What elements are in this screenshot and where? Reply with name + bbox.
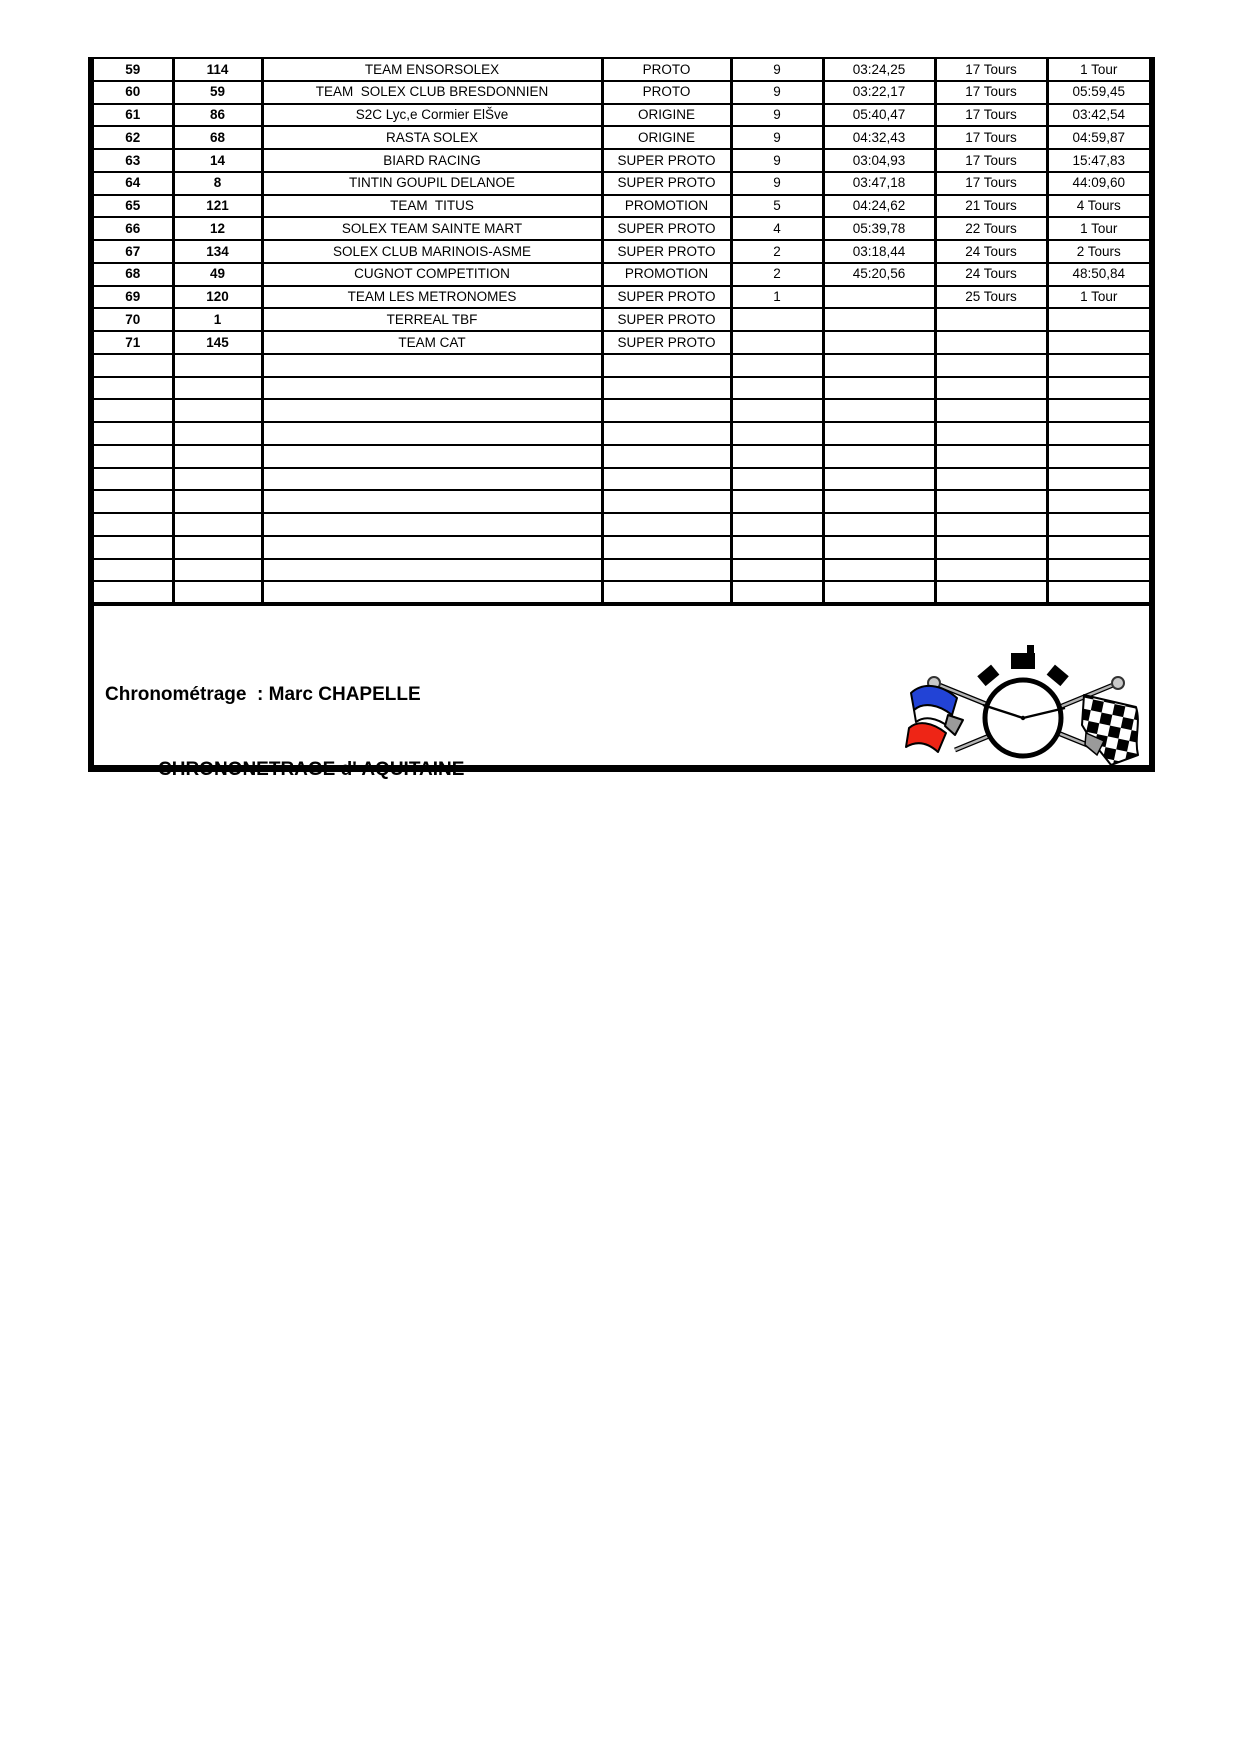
cell-position [94, 468, 173, 491]
table-row [94, 172, 1149, 195]
cell-time [823, 445, 935, 468]
cell-time [823, 308, 935, 331]
cell-number [173, 513, 262, 536]
table-row [94, 445, 1149, 468]
cell-number [173, 559, 262, 582]
cell-position [94, 422, 173, 445]
cell-gap: 1 Tour [1047, 58, 1149, 81]
cell-position: 66 [94, 217, 173, 240]
cell-gap [1047, 513, 1149, 536]
cell-team [262, 445, 602, 468]
cell-category: PROMOTION [602, 195, 731, 218]
cell-position: 67 [94, 240, 173, 263]
cell-time: 05:39,78 [823, 217, 935, 240]
table-row [94, 81, 1149, 104]
cell-team: SOLEX CLUB MARINOIS-ASME [262, 240, 602, 263]
table-row [94, 490, 1149, 513]
table-row [94, 559, 1149, 582]
cell-position: 62 [94, 126, 173, 149]
cell-time: 04:24,62 [823, 195, 935, 218]
table-row [94, 263, 1149, 286]
cell-gap: 2 Tours [1047, 240, 1149, 263]
cell-time: 04:32,43 [823, 126, 935, 149]
cell-number [173, 536, 262, 559]
cell-tours: 24 Tours [935, 263, 1047, 286]
cell-tours [935, 399, 1047, 422]
cell-position [94, 354, 173, 377]
cell-laps: 5 [731, 195, 823, 218]
cell-laps [731, 513, 823, 536]
cell-time: 45:20,56 [823, 263, 935, 286]
cell-laps [731, 445, 823, 468]
cell-team: TEAM TITUS [262, 195, 602, 218]
cell-category [602, 581, 731, 604]
cell-laps: 9 [731, 58, 823, 81]
cell-position [94, 377, 173, 400]
cell-tours [935, 308, 1047, 331]
table-row [94, 195, 1149, 218]
table-row [94, 126, 1149, 149]
cell-category [602, 399, 731, 422]
logo-white-background [1033, 651, 1140, 663]
cell-number: 1 [173, 308, 262, 331]
cell-tours: 17 Tours [935, 172, 1047, 195]
results-table [94, 57, 1149, 606]
table-row [94, 240, 1149, 263]
cell-category: SUPER PROTO [602, 217, 731, 240]
cell-position: 70 [94, 308, 173, 331]
table-row [94, 513, 1149, 536]
cell-tours: 21 Tours [935, 195, 1047, 218]
cell-team [262, 354, 602, 377]
table-row [94, 331, 1149, 354]
cell-tours [935, 354, 1047, 377]
cell-position: 59 [94, 58, 173, 81]
cell-category: SUPER PROTO [602, 286, 731, 309]
cell-position: 68 [94, 263, 173, 286]
cell-gap: 48:50,84 [1047, 263, 1149, 286]
cell-laps: 1 [731, 286, 823, 309]
cell-gap: 4 Tours [1047, 195, 1149, 218]
cell-team: TERREAL TBF [262, 308, 602, 331]
cell-laps [731, 559, 823, 582]
table-row [94, 217, 1149, 240]
cell-time: 03:04,93 [823, 149, 935, 172]
cell-tours [935, 445, 1047, 468]
cell-laps [731, 377, 823, 400]
cell-tours [935, 490, 1047, 513]
cell-category: PROMOTION [602, 263, 731, 286]
cell-position [94, 559, 173, 582]
cell-time [823, 354, 935, 377]
checkered-flag-icon [1082, 695, 1138, 765]
timekeeper-line: Chronométrage : Marc CHAPELLE [105, 684, 421, 705]
cell-gap [1047, 308, 1149, 331]
cell-category: SUPER PROTO [602, 149, 731, 172]
cell-gap [1047, 422, 1149, 445]
cell-category: SUPER PROTO [602, 172, 731, 195]
cell-laps: 4 [731, 217, 823, 240]
cell-gap: 05:59,45 [1047, 81, 1149, 104]
cell-gap [1047, 536, 1149, 559]
cell-category [602, 513, 731, 536]
cell-position [94, 445, 173, 468]
cell-team: S2C Lyc,e Cormier ElŠve [262, 104, 602, 127]
cell-number [173, 399, 262, 422]
cell-team: TEAM ENSORSOLEX [262, 58, 602, 81]
cell-laps [731, 490, 823, 513]
cell-category [602, 536, 731, 559]
cell-time [823, 536, 935, 559]
cell-number [173, 445, 262, 468]
cell-team [262, 581, 602, 604]
cell-position: 64 [94, 172, 173, 195]
cell-number [173, 468, 262, 491]
cell-number: 145 [173, 331, 262, 354]
cell-category: SUPER PROTO [602, 331, 731, 354]
table-row [94, 308, 1149, 331]
cell-number: 49 [173, 263, 262, 286]
cell-team [262, 468, 602, 491]
cell-team: TINTIN GOUPIL DELANOE [262, 172, 602, 195]
cell-category: PROTO [602, 58, 731, 81]
cell-laps: 9 [731, 104, 823, 127]
cell-position: 71 [94, 331, 173, 354]
cell-category: SUPER PROTO [602, 240, 731, 263]
cell-team: TEAM CAT [262, 331, 602, 354]
cell-number: 114 [173, 58, 262, 81]
cell-number: 86 [173, 104, 262, 127]
cell-number: 68 [173, 126, 262, 149]
cell-laps [731, 354, 823, 377]
cell-team [262, 559, 602, 582]
table-row [94, 422, 1149, 445]
table-row [94, 581, 1149, 604]
cell-number: 59 [173, 81, 262, 104]
table-row [94, 354, 1149, 377]
cell-position [94, 490, 173, 513]
cell-team: SOLEX TEAM SAINTE MART [262, 217, 602, 240]
cell-laps [731, 422, 823, 445]
cell-gap [1047, 581, 1149, 604]
table-row [94, 149, 1149, 172]
cell-laps [731, 536, 823, 559]
cell-gap [1047, 490, 1149, 513]
cell-tours: 25 Tours [935, 286, 1047, 309]
cell-laps [731, 468, 823, 491]
cell-position: 63 [94, 149, 173, 172]
cell-position [94, 399, 173, 422]
cell-gap: 1 Tour [1047, 217, 1149, 240]
cell-team [262, 490, 602, 513]
cell-number: 134 [173, 240, 262, 263]
cell-gap [1047, 559, 1149, 582]
cell-time: 03:22,17 [823, 81, 935, 104]
results-table-body [94, 58, 1149, 604]
cell-laps: 2 [731, 263, 823, 286]
cell-team [262, 399, 602, 422]
cell-category: ORIGINE [602, 126, 731, 149]
cell-gap [1047, 468, 1149, 491]
cell-position: 65 [94, 195, 173, 218]
cell-tours [935, 581, 1047, 604]
cell-time [823, 468, 935, 491]
cell-category: PROTO [602, 81, 731, 104]
cell-number [173, 490, 262, 513]
cell-tours [935, 559, 1047, 582]
cell-team: CUGNOT COMPETITION [262, 263, 602, 286]
cell-time [823, 286, 935, 309]
cell-tours: 24 Tours [935, 240, 1047, 263]
cell-team: BIARD RACING [262, 149, 602, 172]
cell-laps [731, 581, 823, 604]
cell-time: 03:47,18 [823, 172, 935, 195]
cell-laps: 9 [731, 172, 823, 195]
timekeeping-org-line: CHRONONETRAGE d' AQUITAINE [158, 759, 465, 780]
cell-number [173, 377, 262, 400]
cell-number [173, 354, 262, 377]
cell-position [94, 581, 173, 604]
cell-team [262, 377, 602, 400]
cell-tours: 17 Tours [935, 104, 1047, 127]
cell-category [602, 490, 731, 513]
cell-laps: 9 [731, 126, 823, 149]
table-row [94, 104, 1149, 127]
table-row [94, 377, 1149, 400]
cell-position: 60 [94, 81, 173, 104]
cell-tours [935, 422, 1047, 445]
cell-gap [1047, 331, 1149, 354]
cell-number [173, 422, 262, 445]
cell-category: ORIGINE [602, 104, 731, 127]
cell-time [823, 513, 935, 536]
page-frame [88, 57, 1155, 780]
cell-number [173, 581, 262, 604]
cell-tours: 22 Tours [935, 217, 1047, 240]
stopwatch-flags-logo [905, 645, 1140, 772]
cell-time [823, 559, 935, 582]
cell-team: RASTA SOLEX [262, 126, 602, 149]
cell-gap: 03:42,54 [1047, 104, 1149, 127]
cell-category [602, 377, 731, 400]
cell-laps [731, 399, 823, 422]
cell-gap [1047, 354, 1149, 377]
table-row [94, 468, 1149, 491]
cell-category [602, 445, 731, 468]
cell-gap: 15:47,83 [1047, 149, 1149, 172]
cell-team: TEAM LES METRONOMES [262, 286, 602, 309]
table-row [94, 536, 1149, 559]
cell-number: 8 [173, 172, 262, 195]
cell-time [823, 581, 935, 604]
cell-time: 03:24,25 [823, 58, 935, 81]
cell-time [823, 422, 935, 445]
cell-team [262, 536, 602, 559]
cell-tours [935, 377, 1047, 400]
cell-team [262, 422, 602, 445]
table-row [94, 286, 1149, 309]
table-row [94, 399, 1149, 422]
cell-category [602, 468, 731, 491]
cell-gap: 44:09,60 [1047, 172, 1149, 195]
cell-tours: 17 Tours [935, 81, 1047, 104]
cell-position: 61 [94, 104, 173, 127]
cell-position: 69 [94, 286, 173, 309]
cell-tours [935, 468, 1047, 491]
cell-category [602, 422, 731, 445]
cell-gap: 04:59,87 [1047, 126, 1149, 149]
cell-tours: 17 Tours [935, 149, 1047, 172]
cell-number: 14 [173, 149, 262, 172]
cell-time [823, 490, 935, 513]
cell-position [94, 513, 173, 536]
cell-laps [731, 331, 823, 354]
cell-laps: 2 [731, 240, 823, 263]
cell-category: SUPER PROTO [602, 308, 731, 331]
cell-laps: 9 [731, 149, 823, 172]
cell-number: 121 [173, 195, 262, 218]
cell-gap [1047, 445, 1149, 468]
table-row [94, 58, 1149, 81]
cell-category [602, 354, 731, 377]
cell-position [94, 536, 173, 559]
cell-tours [935, 513, 1047, 536]
cell-tours [935, 331, 1047, 354]
cell-laps: 9 [731, 81, 823, 104]
cell-category [602, 559, 731, 582]
cell-gap: 1 Tour [1047, 286, 1149, 309]
cell-time: 05:40,47 [823, 104, 935, 127]
french-flag-icon [906, 686, 963, 752]
cell-number: 120 [173, 286, 262, 309]
cell-time [823, 399, 935, 422]
cell-gap [1047, 399, 1149, 422]
cell-tours: 17 Tours [935, 58, 1047, 81]
cell-team [262, 513, 602, 536]
cell-time [823, 377, 935, 400]
cell-time: 03:18,44 [823, 240, 935, 263]
cell-number: 12 [173, 217, 262, 240]
cell-tours: 17 Tours [935, 126, 1047, 149]
cell-team: TEAM SOLEX CLUB BRESDONNIEN [262, 81, 602, 104]
cell-tours [935, 536, 1047, 559]
cell-gap [1047, 377, 1149, 400]
cell-laps [731, 308, 823, 331]
cell-time [823, 331, 935, 354]
